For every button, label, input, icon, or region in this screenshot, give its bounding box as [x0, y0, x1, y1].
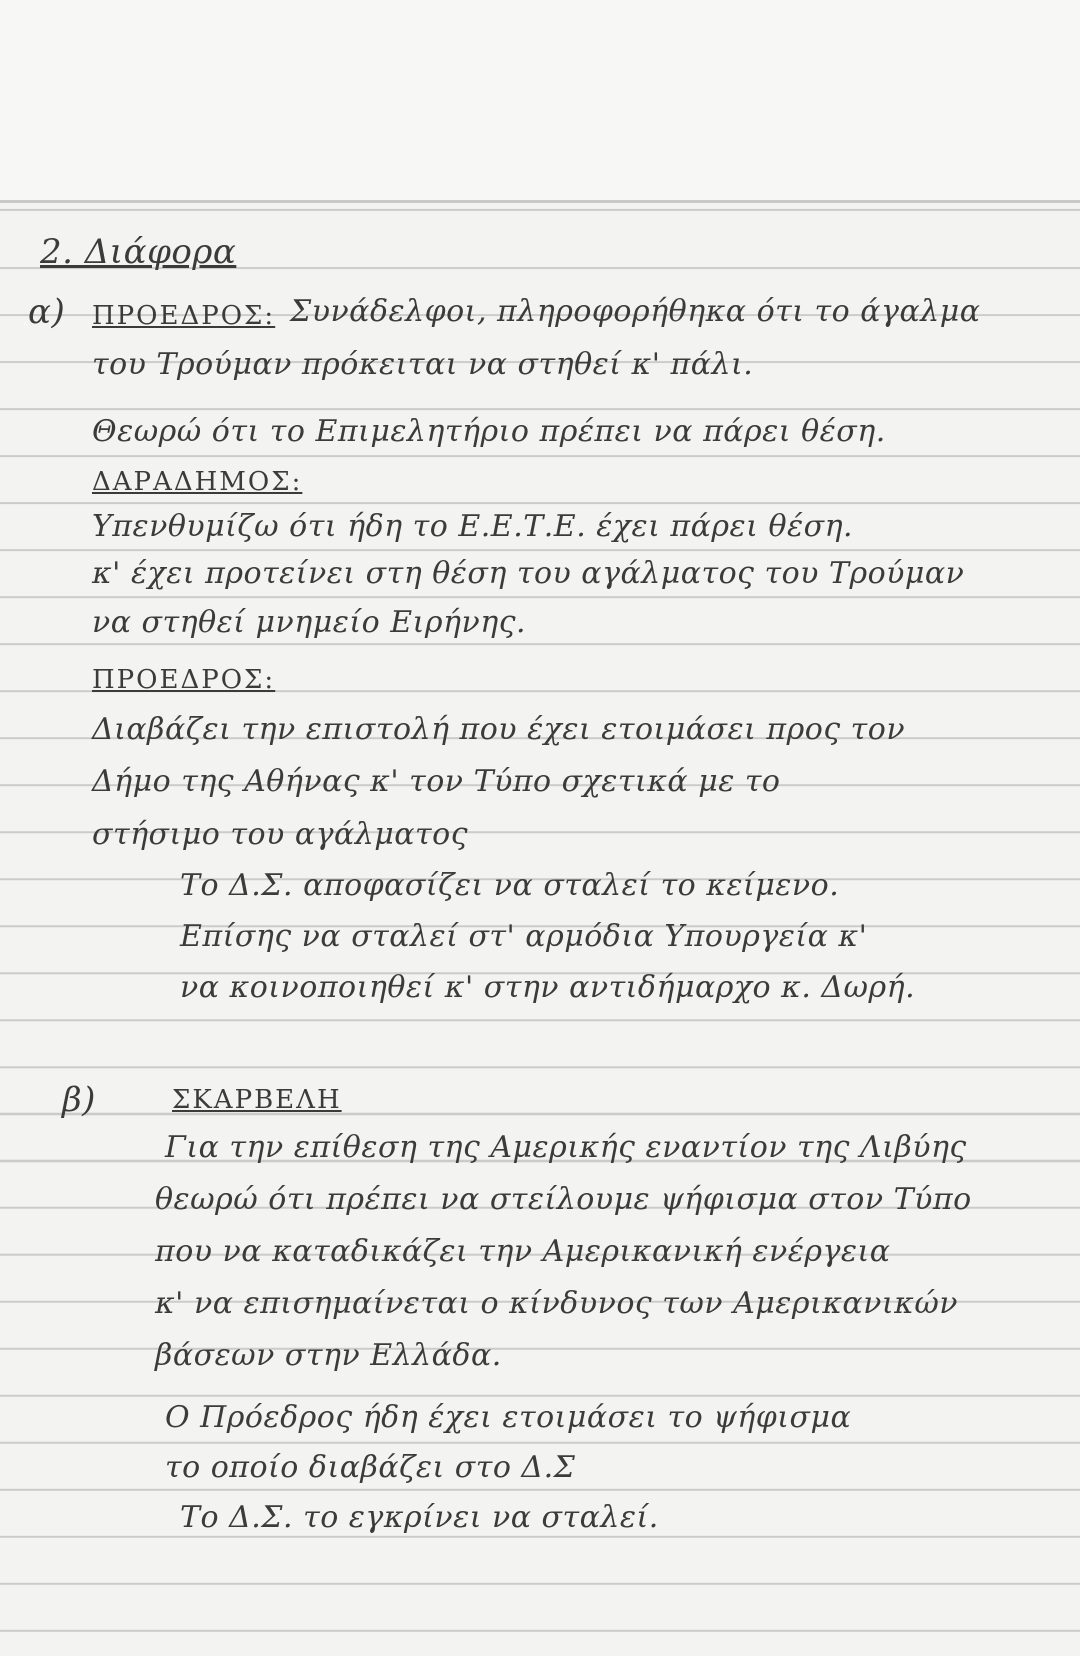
speaker-label: ΣΚΑΡΒΕΛΗ [172, 1085, 342, 1115]
page-top-margin [0, 0, 1080, 203]
speaker-label: ΠΡΟΕΔΡΟΣ: [92, 301, 276, 331]
text-line: Το Δ.Σ. το εγκρίνει να σταλεί. [180, 1500, 659, 1535]
section-heading: 2. Διάφορα [40, 232, 237, 272]
text-line: βάσεων στην Ελλάδα. [155, 1338, 502, 1373]
speaker-label: ΠΡΟΕΔΡΟΣ: [92, 665, 276, 695]
text-line: Για την επίθεση της Αμερικής εναντίον της Λιβύης [165, 1130, 967, 1165]
text-line: το οποίο διαβάζει στο Δ.Σ [165, 1450, 576, 1485]
text-line: Υπενθυμίζω ότι ήδη το Ε.Ε.Τ.Ε. έχει πάρει θέση. [92, 509, 854, 544]
text-line: θεωρώ ότι πρέπει να στείλουμε ψήφισμα στον Τύπο [155, 1182, 972, 1217]
text-line: στήσιμο του αγάλματος [92, 817, 468, 852]
text-line: να κοινοποιηθεί κ' στην αντιδήμαρχο κ. Δωρή. [180, 970, 916, 1005]
text-line: Ο Πρόεδρος ήδη έχει ετοιμάσει το ψήφισμα [165, 1400, 852, 1435]
item-b-marker: β) [62, 1080, 96, 1120]
text-line: Θεωρώ ότι το Επιμελητήριο πρέπει να πάρει θέση. [92, 414, 886, 449]
text-line: Συνάδελφοι, πληροφορήθηκα ότι το άγαλμα [290, 294, 981, 329]
text-line: κ' να επισημαίνεται ο κίνδυνος των Αμερικανικών [155, 1286, 959, 1321]
text-line: Επίσης να σταλεί στ' αρμόδια Υπουργεία κ' [180, 919, 868, 954]
text-line: να στηθεί μνημείο Ειρήνης. [92, 605, 527, 640]
item-a-marker: α) [28, 292, 66, 332]
speaker-label: ΔΑΡΑΔΗΜΟΣ: [92, 467, 303, 497]
text-line: Διαβάζει την επιστολή που έχει ετοιμάσει προς τον [92, 712, 906, 747]
text-line: που να καταδικάζει την Αμερικανική ενέργεια [155, 1234, 891, 1269]
text-line: Το Δ.Σ. αποφασίζει να σταλεί το κείμενο. [180, 868, 840, 903]
text-line: Δήμο της Αθήνας κ' τον Τύπο σχετικά με το [92, 764, 781, 799]
text-line: κ' έχει προτείνει στη θέση του αγάλματος του Τρούμαν [92, 556, 965, 591]
text-line: του Τρούμαν πρόκειται να στηθεί κ' πάλι. [92, 347, 754, 382]
